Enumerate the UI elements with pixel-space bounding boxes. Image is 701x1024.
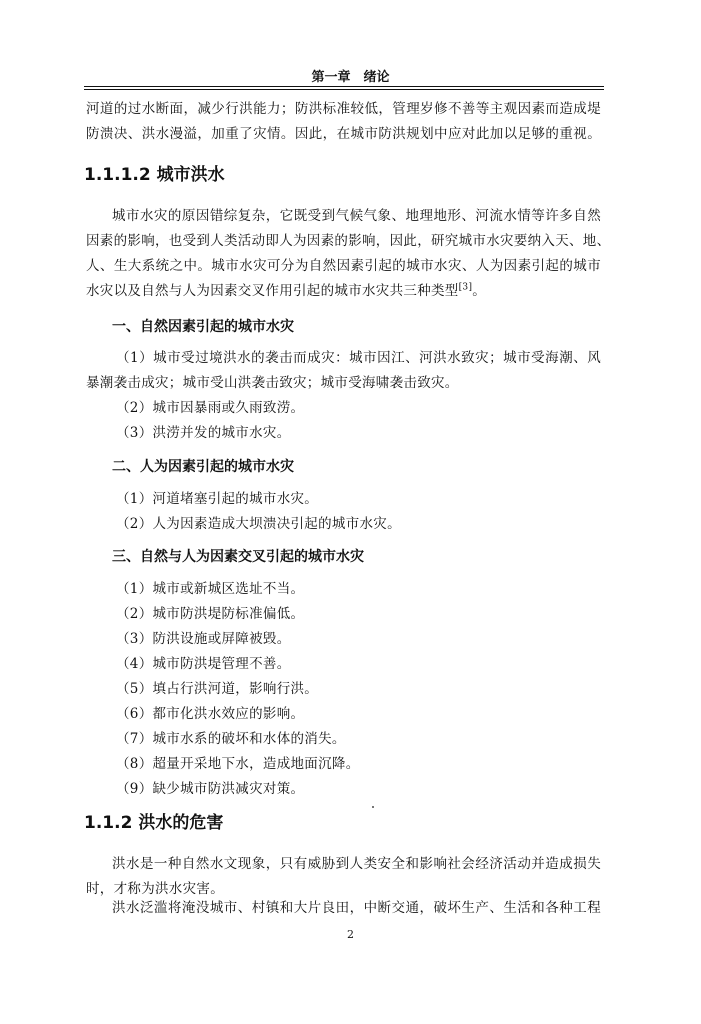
body-line: 洪水泛滥将淹没城市、村镇和大片良田，中断交通，破坏生产、生活和各种工程 xyxy=(112,900,601,916)
body-text: 水灾以及自然与人为因素交叉作用引起的城市水灾共三种类型 xyxy=(86,283,459,299)
page-number: 2 xyxy=(347,928,354,941)
list-item-continuation: 暴潮袭击成灾；城市受山洪袭击致灾；城市受海啸袭击致灾。 xyxy=(86,375,459,391)
body-text: 。 xyxy=(472,283,487,299)
list-item: （1）城市或新城区选址不当。 xyxy=(116,581,305,597)
citation-ref: [3] xyxy=(458,282,473,293)
body-line: 洪水是一种自然水文现象，只有威胁到人类安全和影响社会经济活动并造成损失 xyxy=(112,856,601,872)
body-line: 时，才称为洪水灾害。 xyxy=(86,881,224,897)
list-item: （2）人为因素造成大坝溃决引起的城市水灾。 xyxy=(116,516,401,532)
list-item: （2）城市因暴雨或久雨致涝。 xyxy=(116,400,305,416)
scan-speck xyxy=(372,806,374,808)
body-line: 防溃决、洪水漫溢，加重了灾情。因此，在城市防洪规划中应对此加以足够的重视。 xyxy=(86,126,601,142)
subsection-heading: 一、自然因素引起的城市水灾 xyxy=(112,319,294,335)
list-item: （5）填占行洪河道，影响行洪。 xyxy=(116,681,319,697)
list-item: （9）缺少城市防洪减灾对策。 xyxy=(116,781,305,797)
list-item: （6）都市化洪水效应的影响。 xyxy=(116,706,305,722)
subsection-heading: 三、自然与人为因素交叉引起的城市水灾 xyxy=(112,549,364,565)
body-line-with-citation xyxy=(86,279,486,299)
body-line: 城市水灾的原因错综复杂，它既受到气候气象、地理地形、河流水情等许多自然 xyxy=(112,208,601,224)
subsection-heading: 二、人为因素引起的城市水灾 xyxy=(112,459,294,475)
header-rule xyxy=(84,86,604,87)
body-line: 人、生大系统之中。城市水灾可分为自然因素引起的城市水灾、人为因素引起的城市 xyxy=(86,258,601,274)
list-item: （3）洪涝并发的城市水灾。 xyxy=(116,425,291,441)
body-line: 因素的影响，也受到人类活动即人为因素的影响，因此，研究城市水灾要纳入天、地、 xyxy=(86,233,611,249)
list-item: （1）河道堵塞引起的城市水灾。 xyxy=(116,491,319,507)
list-item: （8）超量开采地下水，造成地面沉降。 xyxy=(116,756,360,772)
running-header: 第一章 绪论 xyxy=(311,70,390,85)
section-heading: 1.1.1.2 城市洪水 xyxy=(84,165,225,185)
list-item: （7）城市水系的破坏和水体的消失。 xyxy=(116,731,346,747)
list-item: （1）城市受过境洪水的袭击而成灾：城市因江、河洪水致灾；城市受海潮、风 xyxy=(116,350,601,366)
list-item: （3）防洪设施或屏障被毁。 xyxy=(116,631,291,647)
body-line: 河道的过水断面，减少行洪能力；防洪标准较低，管理岁修不善等主观因素而造成堤 xyxy=(86,101,601,117)
section-heading: 1.1.2 洪水的危害 xyxy=(84,813,224,833)
list-item: （4）城市防洪堤管理不善。 xyxy=(116,656,291,672)
list-item: （2）城市防洪堤防标准偏低。 xyxy=(116,606,305,622)
header-rule-secondary xyxy=(84,89,604,90)
